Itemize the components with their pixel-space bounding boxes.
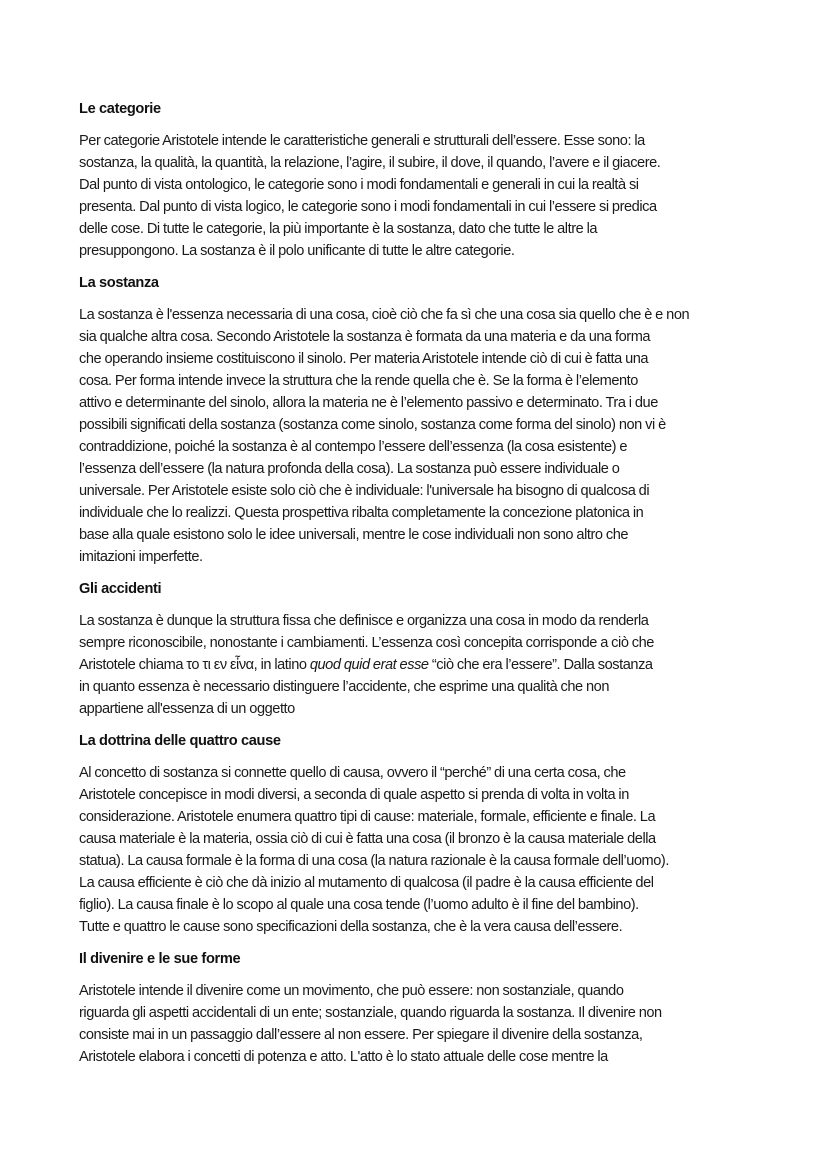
text-line: Per categorie Aristotele intende le caratteristiche generali e strutturali dell’essere. Esse sono: la xyxy=(79,133,645,149)
text-line-mixed xyxy=(79,654,759,676)
text-line: presenta. Dal punto di vista logico, le categorie sono i modi fondamentali in cui l’essere si predica xyxy=(79,199,657,215)
text-line: imitazioni imperfette. xyxy=(79,549,203,565)
section-quattro-cause xyxy=(79,730,759,938)
text-line: appartiene all'essenza di un oggetto xyxy=(79,701,295,717)
text-line: Aristotele elabora i concetti di potenza e atto. L'atto è lo stato attuale delle cose mentre la xyxy=(79,1049,608,1065)
section-heading: Le categorie xyxy=(79,101,161,117)
text-line: sempre riconoscibile, nonostante i cambiamenti. L’essenza così concepita corrisponde a ciò che xyxy=(79,635,654,651)
section-il-divenire xyxy=(79,948,759,1068)
text-line: Aristotele intende il divenire come un movimento, che può essere: non sostanziale, quando xyxy=(79,983,624,999)
section-heading: La dottrina delle quattro cause xyxy=(79,733,281,749)
section-heading: Gli accidenti xyxy=(79,581,162,597)
text-line: universale. Per Aristotele esiste solo ciò che è individuale: l'universale ha bisogno di qualcosa di xyxy=(79,483,650,499)
text-line: Aristotele concepisce in modi diversi, a seconda di quale aspetto si prenda di volta in volta in xyxy=(79,787,629,803)
text-line: presuppongono. La sostanza è il polo unificante di tutte le altre categorie. xyxy=(79,243,515,259)
text-line: La causa efficiente è ciò che dà inizio al mutamento di qualcosa (il padre è la causa efficiente del xyxy=(79,875,654,891)
text-line: La sostanza è dunque la struttura fissa che definisce e organizza una cosa in modo da renderla xyxy=(79,613,649,629)
section-paragraph xyxy=(79,610,759,720)
section-heading: Il divenire e le sue forme xyxy=(79,951,241,967)
text-line: La sostanza è l'essenza necessaria di una cosa, cioè ciò che fa sì che una cosa sia quello che è e non xyxy=(79,307,690,323)
text-line: attivo e determinante del sinolo, allora la materia ne è l’elemento passivo e determinato. Tra i due xyxy=(79,395,658,411)
section-le-categorie xyxy=(79,98,759,262)
section-paragraph xyxy=(79,980,759,1068)
text-line: che operando insieme costituiscono il sinolo. Per materia Aristotele intende ciò di cui è fatta una xyxy=(79,351,649,367)
text-line: consiste mai in un passaggio dall’essere al non essere. Per spiegare il divenire della sostanza, xyxy=(79,1027,643,1043)
section-gli-accidenti xyxy=(79,578,759,720)
text-run: “ciò che era l’essere”. Dalla sostanza xyxy=(428,657,653,673)
text-line: in quanto essenza è necessario distinguere l’accidente, che esprime una qualità che non xyxy=(79,679,610,695)
text-line: individuale che lo realizzi. Questa prospettiva ribalta completamente la concezione platonica in xyxy=(79,505,644,521)
text-line: sostanza, la qualità, la quantità, la relazione, l’agire, il subire, il dove, il quando, l’avere e il giacere. xyxy=(79,155,661,171)
text-line: Tutte e quattro le cause sono specificazioni della sostanza, che è la vera causa dell’essere. xyxy=(79,919,623,935)
text-line: cosa. Per forma intende invece la struttura che la rende quella che è. Se la forma è l’elemento xyxy=(79,373,638,389)
document-page xyxy=(79,98,759,1078)
text-line: sia qualche altra cosa. Secondo Aristotele la sostanza è formata da una materia e da una forma xyxy=(79,329,651,345)
text-line: riguarda gli aspetti accidentali di un ente; sostanziale, quando riguarda la sostanza. Il divenire non xyxy=(79,1005,662,1021)
text-line: possibili significati della sostanza (sostanza come sinolo, sostanza come forma del sinolo) non vi è xyxy=(79,417,666,433)
text-line: causa materiale è la materia, ossia ciò di cui è fatta una cosa (il bronzo è la causa materiale della xyxy=(79,831,656,847)
text-line: delle cose. Di tutte le categorie, la più importante è la sostanza, dato che tutte le altre la xyxy=(79,221,598,237)
section-la-sostanza xyxy=(79,272,759,568)
text-line: considerazione. Aristotele enumera quattro tipi di cause: materiale, formale, efficiente e finale. La xyxy=(79,809,656,825)
text-line: Al concetto di sostanza si connette quello di causa, ovvero il “perché” di una certa cosa, che xyxy=(79,765,626,781)
section-paragraph xyxy=(79,304,759,568)
text-line: l’essenza dell’essere (la natura profonda della cosa). La sostanza può essere individuale o xyxy=(79,461,620,477)
section-paragraph xyxy=(79,130,759,262)
text-line: statua). La causa formale è la forma di una cosa (la natura razionale è la causa formale dell’uomo). xyxy=(79,853,669,869)
section-paragraph xyxy=(79,762,759,938)
text-line: base alla quale esistono solo le idee universali, mentre le cose individuali non sono altro che xyxy=(79,527,629,543)
text-line: figlio). La causa finale è lo scopo al quale una cosa tende (l’uomo adulto è il fine del bambino). xyxy=(79,897,639,913)
text-run: Aristotele chiama το τι εν εἶνα, in latino xyxy=(79,657,310,673)
text-line: contraddizione, poiché la sostanza è al contempo l’essere dell’essenza (la cosa esistente) e xyxy=(79,439,628,455)
text-line: Dal punto di vista ontologico, le categorie sono i modi fondamentali e generali in cui la realtà si xyxy=(79,177,639,193)
section-heading: La sostanza xyxy=(79,275,159,291)
latin-italic-phrase: quod quid erat esse xyxy=(309,657,429,673)
